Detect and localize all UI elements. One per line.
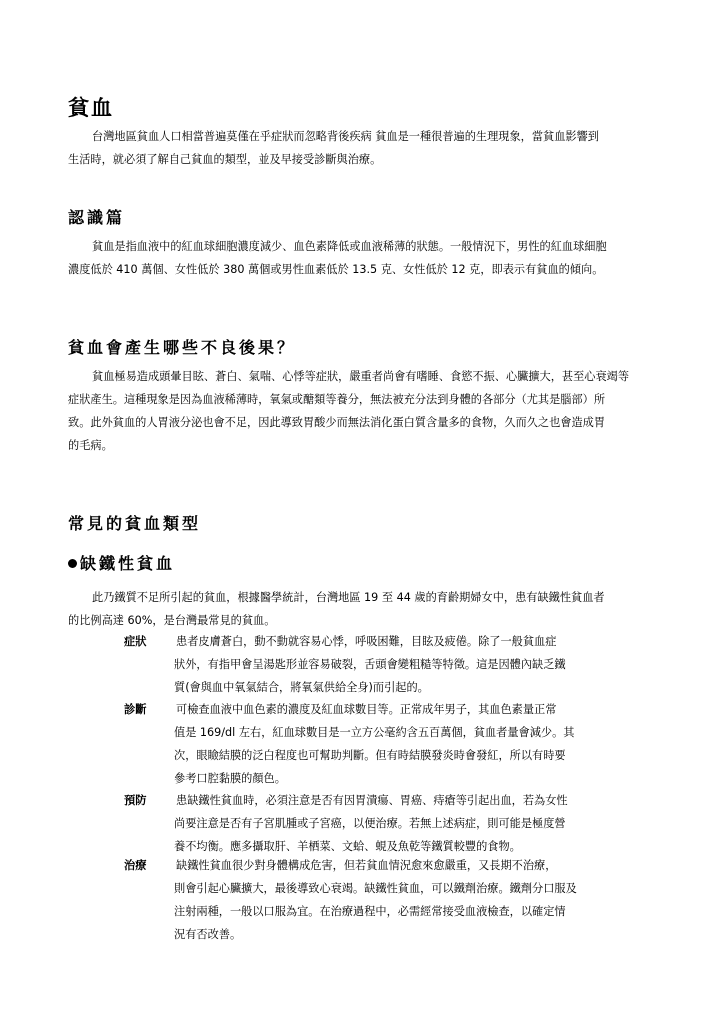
- item-line: 患者皮膚蒼白，動不動就容易心悸，呼吸困難，目眩及疲倦。除了一般貧血症: [176, 635, 557, 648]
- item-line: 次，眼瞼結膜的泛白程度也可幫助判斷。但有時結膜發炎時會發紅，所以有時要: [174, 749, 566, 762]
- subheading-iron-deficiency: [68, 551, 175, 574]
- intro-line: 台灣地區貧血人口相當普遍莫僅在乎症狀而忽略背後疾病 貧血是一種很普遍的生理現象，當貧血影響到: [92, 130, 599, 143]
- iron-deficiency-paragraph: [68, 586, 663, 632]
- consequences-line: 的毛病。: [68, 439, 113, 452]
- item-line: 注射兩種，一般以口服為宜。在治療過程中，必需經常接受血液檢查，以確定情: [174, 905, 566, 918]
- section-heading-types: 常見的貧血類型: [68, 514, 202, 533]
- item-line: 養不均衡。應多攝取肝、羊栖菜、文蛤、蜆及魚乾等鐵質較豐的食物。: [174, 840, 521, 853]
- consequences-line: 症狀產生。這種現象是因為血液稀薄時，氧氣或醣類等養分，無法被充分法到身體的各部分（尤其是腦部）所: [68, 393, 606, 406]
- item-line: 缺鐵性貧血很少對身體構成危害，但若貧血情況愈來愈嚴重，又長期不治療，: [176, 859, 557, 872]
- item-label: 症狀: [124, 635, 147, 648]
- iron-deficiency-line: 此乃鐵質不足所引起的貧血，根據醫學統計，台灣地區 19 至 44 歲的育齡期婦女中，患有缺鐵性貧血者: [92, 591, 605, 604]
- subheading-text: 缺鐵性貧血: [80, 554, 176, 573]
- item-body: [174, 698, 619, 790]
- understanding-paragraph: [68, 235, 663, 281]
- item-line: 尚要注意是否有子宮肌腫或子宮癌，以便治療。若無上述病症，則可能是極度營: [174, 817, 566, 830]
- iron-deficiency-line: 的比例高達 60%，是台灣最常見的貧血。: [68, 614, 276, 627]
- consequences-paragraph: [68, 365, 663, 457]
- item-line: 況有否改善。: [174, 928, 242, 941]
- item-label: 診斷: [124, 703, 147, 716]
- understanding-line: 貧血是指血液中的紅血球細胞濃度減少、血色素降低或血液稀薄的狀態。一般情況下，男性的紅血球細胞: [92, 240, 607, 253]
- section-heading-consequences: 貧血會產生哪些不良後果？: [68, 338, 297, 357]
- item-line: 值是 169/dl 左右，紅血球數目是一立方公毫約含五百萬個，貧血者量會減少。其: [174, 726, 575, 739]
- item-line: 患缺鐵性貧血時，必須注意是否有因胃潰瘍、胃癌、痔瘡等引起出血，若為女性: [176, 794, 568, 807]
- item-label: 治療: [124, 859, 147, 872]
- intro-line: 生活時，就必須了解自己貧血的類型，並及早接受診斷與治療。: [68, 153, 382, 166]
- item-body: [174, 789, 619, 858]
- understanding-line: 濃度低於 410 萬個、女性低於 380 萬個或男性血素低於 13.5 克、女性低於 12 克，即表示有貧血的傾向。: [68, 263, 604, 276]
- intro-paragraph: [68, 125, 663, 171]
- bullet-icon: [68, 559, 77, 568]
- item-line: 可檢查血液中血色素的濃度及紅血球數目等。正常成年男子，其血色素量正常: [176, 703, 557, 716]
- item-line: 狀外，有指甲會呈湯匙形並容易破裂，舌頭會變粗糙等特徵。這是因體內缺乏鐵: [174, 658, 566, 671]
- consequences-line: 致。此外貧血的人胃液分泌也會不足，因此導致胃酸少而無法消化蛋白質含量多的食物，久而久之也會造成胃: [68, 416, 606, 429]
- item-line: 參考口腔黏膜的顏色。: [174, 772, 286, 785]
- item-body: [174, 630, 619, 699]
- item-line: 則會引起心臟擴大，最後導致心衰竭。缺鐵性貧血，可以鐵劑治療。鐵劑分口服及: [174, 882, 577, 895]
- consequences-line: 貧血極易造成頭暈目眩、蒼白、氣喘、心悸等症狀，嚴重者尚會有嗜睡、食慾不振、心臟擴大，甚至心衰竭等: [92, 370, 630, 383]
- section-heading-understanding: 認識篇: [68, 208, 126, 227]
- page-title: 貧血: [68, 96, 114, 120]
- item-line: 質(會與血中氧氣結合，將氧氣供給全身)而引起的。: [174, 681, 429, 694]
- item-body: [174, 854, 619, 946]
- item-label: 預防: [124, 794, 147, 807]
